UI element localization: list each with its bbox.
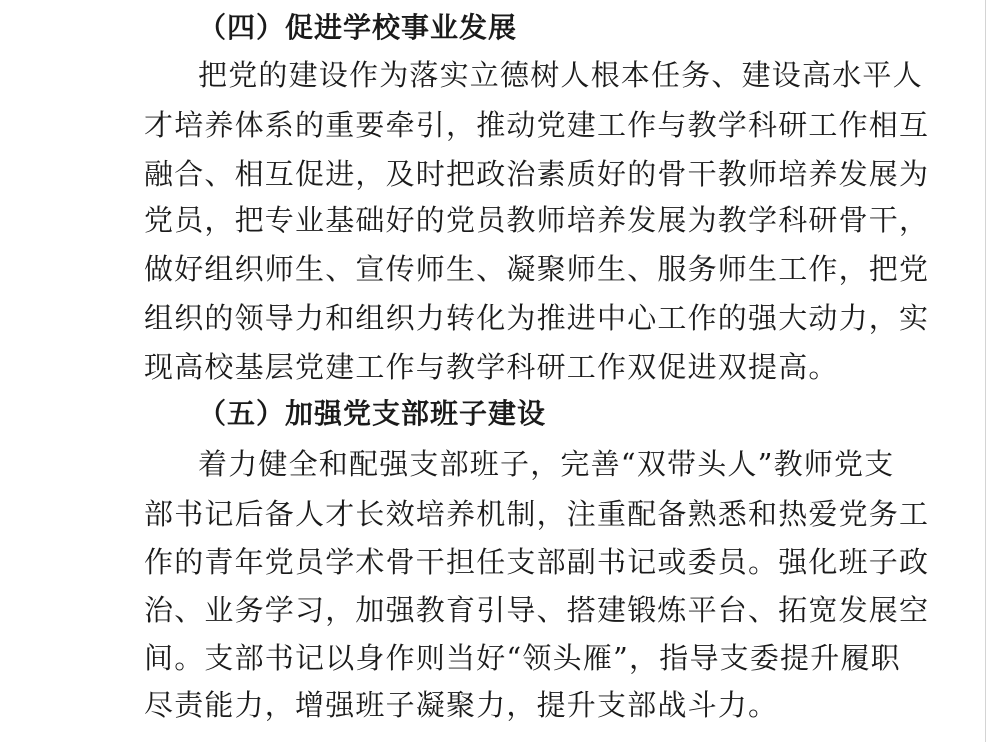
paragraph-line: 做好组织师生、宣传师生、凝聚师生、服务师生工作，把党 (144, 252, 930, 286)
paragraph-line: 部书记后备人才长效培养机制，注重配备熟悉和热爱党务工 (144, 497, 930, 531)
paragraph-line: 尽责能力，增强班子凝聚力，提升支部战斗力。 (144, 688, 779, 722)
section-heading-4: （四）促进学校事业发展 (198, 11, 518, 44)
paragraph-line: 治、业务学习，加强教育引导、搭建锻炼平台、拓宽发展空 (144, 593, 930, 627)
paragraph-line: 作的青年党员学术骨干担任支部副书记或委员。强化班子政 (144, 545, 930, 579)
paragraph-line: 间。支部书记以身作则当好“领头雁”，指导支委提升履职 (144, 641, 901, 675)
paragraph-line: 现高校基层党建工作与教学科研工作双促进双提高。 (144, 350, 839, 384)
paragraph-line: 把党的建设作为落实立德树人根本任务、建设高水平人 (198, 58, 923, 92)
section-heading-5: （五）加强党支部班子建设 (198, 397, 547, 430)
paragraph-line: 着力健全和配强支部班子，完善“双带头人”教师党支 (198, 447, 895, 481)
paragraph-line: 党员，把专业基础好的党员教师培养发展为教学科研骨干， (144, 203, 930, 237)
paragraph-line: 组织的领导力和组织力转化为推进中心工作的强大动力，实 (144, 301, 930, 335)
paragraph-line: 才培养体系的重要牵引，推动党建工作与教学科研工作相互 (144, 108, 930, 142)
paragraph-line: 融合、相互促进，及时把政治素质好的骨干教师培养发展为 (144, 157, 930, 191)
